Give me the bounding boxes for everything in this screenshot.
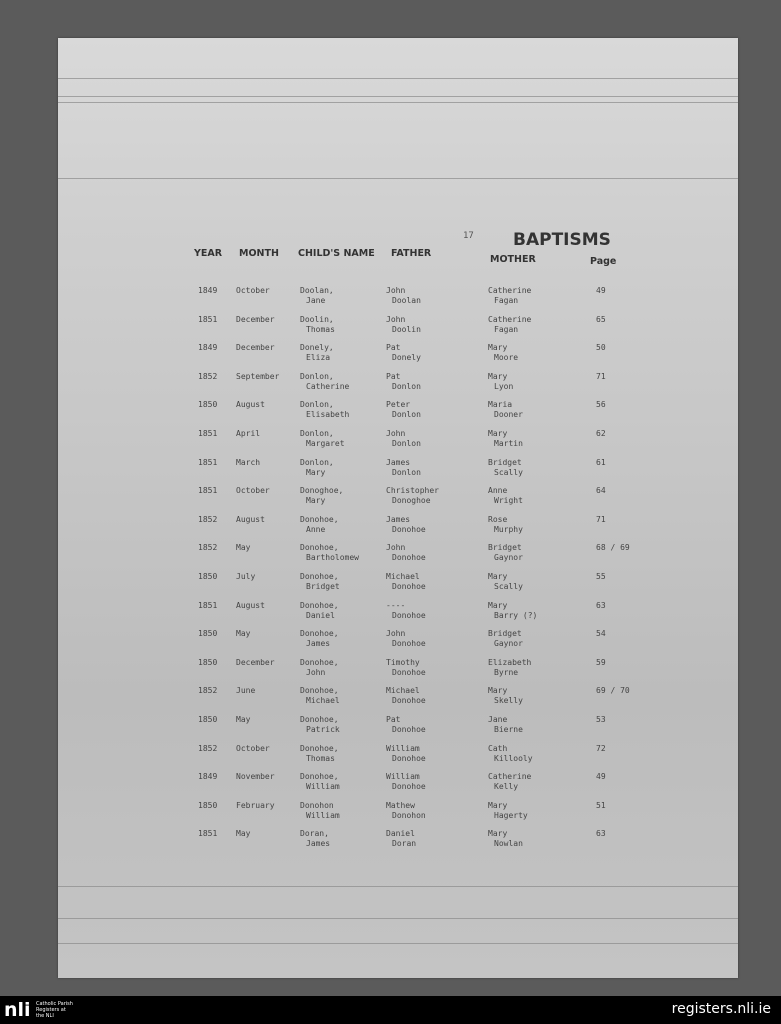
entry-month: December <box>236 343 275 353</box>
entry-row <box>58 658 738 687</box>
entry-row <box>58 286 738 315</box>
entry-father-line: Donely <box>392 353 421 363</box>
entry-mother <box>488 572 523 592</box>
register-page <box>58 38 738 978</box>
entry-mother-line: Anne <box>488 486 508 496</box>
entry-child-name-line: Donlon, <box>300 428 334 438</box>
entry-row <box>58 486 738 515</box>
header-mother: MOTHER <box>490 254 536 265</box>
entry-child-name-line: Mary <box>306 496 326 506</box>
entry-page: 49 <box>596 286 606 295</box>
entry-father-line: Donohoe <box>392 696 426 706</box>
entry-year: 1851 <box>198 457 218 467</box>
entry-child-name-line: Doolin, <box>300 314 334 324</box>
entry-mother-line: Mary <box>488 343 508 353</box>
entry-year: 1850 <box>198 571 218 581</box>
divider <box>58 886 738 887</box>
entry-child-name-line: Donoghoe, <box>300 486 344 496</box>
entry-mother-line: Mary <box>488 800 508 810</box>
entry-month: April <box>236 428 261 438</box>
entry-child-name-line: Donohoe, <box>300 686 339 696</box>
entry-mother-line: Elizabeth <box>488 657 532 667</box>
entry-year: 1852 <box>198 743 218 753</box>
entry-father <box>386 715 426 735</box>
entry-child-name <box>300 715 340 735</box>
entry-row <box>58 686 738 715</box>
entry-child-name <box>300 429 345 449</box>
baptism-entries <box>58 286 738 858</box>
entry-mother-line: Bridget <box>488 629 522 639</box>
entry-mother-line: Rose <box>488 514 508 524</box>
entry-child-name-line: Donohoe, <box>300 629 339 639</box>
entry-month: December <box>236 657 275 667</box>
nli-logo: nli <box>4 999 31 1021</box>
entry-child-name-line: Doolan, <box>300 286 334 295</box>
entry-page: 56 <box>596 400 606 410</box>
entry-father-line: William <box>386 772 420 782</box>
entry-child-name-line: William <box>306 782 340 792</box>
entry-row <box>58 715 738 744</box>
entry-page: 72 <box>596 743 606 753</box>
entry-month: September <box>236 371 280 381</box>
entry-mother <box>488 486 523 506</box>
entry-father-line: Donohoe <box>392 524 426 534</box>
entry-row <box>58 400 738 429</box>
entry-mother-line: Bridget <box>488 543 522 553</box>
entry-year: 1851 <box>198 600 218 610</box>
entry-father-line: John <box>386 428 406 438</box>
entry-child-name-line: Bartholomew <box>306 553 359 563</box>
entry-child-name-line: Doran, <box>300 829 329 839</box>
entry-child-name <box>300 658 339 678</box>
entry-row <box>58 601 738 630</box>
entry-father <box>386 601 426 621</box>
entry-page: 51 <box>596 800 606 810</box>
entry-month: October <box>236 286 270 295</box>
entry-father-line: Donohoe <box>392 753 426 763</box>
entry-mother-line: Murphy <box>494 524 523 534</box>
entry-mother <box>488 801 528 821</box>
entry-row <box>58 772 738 801</box>
entry-mother-line: Mary <box>488 686 508 696</box>
entry-child-name-line: William <box>306 810 340 820</box>
header-child: CHILD'S NAME <box>298 248 375 259</box>
entry-mother-line: Martin <box>494 438 523 448</box>
entry-row <box>58 429 738 458</box>
entry-page: 71 <box>596 514 606 524</box>
entry-father <box>386 772 426 792</box>
entry-year: 1852 <box>198 514 218 524</box>
entry-child-name-line: Donlon, <box>300 457 334 467</box>
entry-father <box>386 286 421 306</box>
logo-caption-line: the NLI <box>36 1013 54 1019</box>
entry-mother <box>488 772 531 792</box>
entry-father <box>386 801 426 821</box>
entry-year: 1851 <box>198 829 218 839</box>
entry-mother-line: Maria <box>488 400 513 410</box>
entry-child-name-line: Donohoe, <box>300 571 339 581</box>
entry-father-line: Donohoe <box>392 581 426 591</box>
entry-row <box>58 343 738 372</box>
entry-year: 1849 <box>198 772 218 782</box>
entry-mother <box>488 515 523 535</box>
entry-month: August <box>236 400 265 410</box>
entry-father-line: Doolin <box>392 324 421 334</box>
entry-mother-line: Cath <box>488 743 508 753</box>
entry-page: 68 / 69 <box>596 543 630 553</box>
entry-child-name-line: Daniel <box>306 610 335 620</box>
entry-child-name <box>300 801 340 821</box>
entry-mother <box>488 601 537 621</box>
entry-child-name-line: Donohon <box>300 800 334 810</box>
entry-father-line: Donohoe <box>392 553 426 563</box>
entry-child-name <box>300 515 339 535</box>
entry-father-line: Daniel <box>386 829 415 839</box>
entry-father-line: Donohoe <box>392 667 426 677</box>
entry-mother <box>488 686 523 706</box>
entry-page: 71 <box>596 371 606 381</box>
entry-page: 63 <box>596 829 606 839</box>
entry-mother <box>488 286 531 306</box>
entry-mother <box>488 543 523 563</box>
entry-month: May <box>236 629 251 639</box>
entry-father-line: Pat <box>386 371 401 381</box>
entry-mother-line: Killooly <box>494 753 533 763</box>
entry-child-name-line: Eliza <box>306 353 331 363</box>
entry-row <box>58 543 738 572</box>
entry-child-name <box>300 543 359 563</box>
entry-father <box>386 343 421 363</box>
entry-mother <box>488 744 533 764</box>
entry-father-line: John <box>386 543 406 553</box>
entry-child-name-line: John <box>306 667 326 677</box>
divider <box>58 918 738 919</box>
header-father: FATHER <box>391 248 432 259</box>
entry-child-name-line: Elisabeth <box>306 410 350 420</box>
entry-child-name-line: Bridget <box>306 581 340 591</box>
entry-child-name <box>300 829 330 849</box>
entry-year: 1850 <box>198 400 218 410</box>
entry-father-line: Pat <box>386 343 401 353</box>
entry-row <box>58 372 738 401</box>
entry-month: August <box>236 514 265 524</box>
entry-father <box>386 315 421 335</box>
entry-father <box>386 658 426 678</box>
entry-father-line: ---- <box>386 600 406 610</box>
entry-father-line: Donohoe <box>392 610 426 620</box>
header-page: Page <box>590 256 617 267</box>
entry-page: 65 <box>596 314 606 324</box>
entry-year: 1850 <box>198 629 218 639</box>
entry-child-name-line: Donohoe, <box>300 743 339 753</box>
entry-child-name-line: Donlon, <box>300 400 334 410</box>
entry-father <box>386 829 416 849</box>
entry-mother-line: Catherine <box>488 286 532 295</box>
entry-child-name-line: Donohoe, <box>300 657 339 667</box>
entry-father-line: Donlon <box>392 410 421 420</box>
entry-year: 1851 <box>198 314 218 324</box>
entry-mother-line: Dooner <box>494 410 523 420</box>
entry-child-name-line: James <box>306 639 331 649</box>
entry-month: June <box>236 686 256 696</box>
entry-father <box>386 543 426 563</box>
entry-row <box>58 801 738 830</box>
entry-mother <box>488 458 523 478</box>
entry-row <box>58 744 738 773</box>
entry-year: 1852 <box>198 686 218 696</box>
logo-caption-line: Registers at <box>36 1007 66 1013</box>
entry-father <box>386 629 426 649</box>
entry-child-name <box>300 286 334 306</box>
entry-father <box>386 400 421 420</box>
section-title: BAPTISMS <box>513 230 611 250</box>
entry-row <box>58 629 738 658</box>
entry-father-line: James <box>386 457 411 467</box>
entry-row <box>58 458 738 487</box>
entry-month: August <box>236 600 265 610</box>
entry-father-line: Pat <box>386 714 401 724</box>
entry-month: October <box>236 486 270 496</box>
entry-mother-line: Bierne <box>494 724 523 734</box>
entry-mother-line: Mary <box>488 428 508 438</box>
entry-mother-line: Scally <box>494 581 523 591</box>
entry-month: May <box>236 543 251 553</box>
entry-father-line: Donlon <box>392 381 421 391</box>
entry-child-name <box>300 400 349 420</box>
entry-child-name <box>300 458 334 478</box>
entry-page: 63 <box>596 600 606 610</box>
entry-father <box>386 744 426 764</box>
entry-year: 1852 <box>198 543 218 553</box>
entry-father-line: Mathew <box>386 800 415 810</box>
entry-month: July <box>236 571 256 581</box>
entry-month: February <box>236 800 275 810</box>
entry-mother-line: Lyon <box>494 381 514 391</box>
entry-year: 1852 <box>198 371 218 381</box>
entry-child-name-line: Margaret <box>306 438 345 448</box>
entry-page: 69 / 70 <box>596 686 630 696</box>
entry-father <box>386 686 426 706</box>
entry-page: 49 <box>596 772 606 782</box>
entry-mother <box>488 315 531 335</box>
entry-father <box>386 458 421 478</box>
entry-father-line: John <box>386 629 406 639</box>
entry-child-name <box>300 629 339 649</box>
entry-father <box>386 515 426 535</box>
entry-month: March <box>236 457 261 467</box>
entry-child-name-line: Donohoe, <box>300 543 339 553</box>
entry-month: October <box>236 743 270 753</box>
entry-father-line: Peter <box>386 400 411 410</box>
entry-mother <box>488 629 523 649</box>
entry-father-line: Christopher <box>386 486 439 496</box>
entry-child-name-line: Jane <box>306 296 326 305</box>
entry-child-name-line: Donlon, <box>300 371 334 381</box>
entry-child-name <box>300 343 334 363</box>
entry-mother-line: Mary <box>488 829 508 839</box>
header-year: YEAR <box>194 248 223 259</box>
entry-page: 55 <box>596 571 606 581</box>
entry-month: May <box>236 714 251 724</box>
entry-father-line: James <box>386 514 411 524</box>
entry-father <box>386 486 439 506</box>
entry-child-name-line: Catherine <box>306 381 350 391</box>
entry-mother-line: Mary <box>488 371 508 381</box>
entry-father-line: Michael <box>386 571 420 581</box>
entry-mother-line: Catherine <box>488 314 532 324</box>
entry-child-name-line: Donely, <box>300 343 334 353</box>
entry-mother <box>488 400 523 420</box>
entry-father-line: Donlon <box>392 467 421 477</box>
entry-page: 61 <box>596 457 606 467</box>
entry-mother-line: Gaynor <box>494 639 523 649</box>
entry-year: 1851 <box>198 486 218 496</box>
entry-month: December <box>236 314 275 324</box>
divider <box>58 78 738 79</box>
entry-child-name <box>300 772 340 792</box>
entry-child-name-line: Donohoe, <box>300 514 339 524</box>
entry-mother <box>488 658 531 678</box>
entry-child-name <box>300 315 335 335</box>
entry-child-name-line: Donohoe, <box>300 772 339 782</box>
entry-row <box>58 829 738 858</box>
entry-child-name <box>300 372 349 392</box>
logo-caption <box>36 1001 96 1019</box>
entry-mother-line: Moore <box>494 353 519 363</box>
entry-child-name-line: Donohoe, <box>300 714 339 724</box>
divider <box>58 943 738 944</box>
entry-mother-line: Mary <box>488 571 508 581</box>
entry-mother <box>488 429 523 449</box>
entry-child-name <box>300 486 343 506</box>
entry-child-name <box>300 572 340 592</box>
entry-father-line: Donohon <box>392 810 426 820</box>
entry-mother <box>488 372 513 392</box>
entry-father-line: Timothy <box>386 657 420 667</box>
logo-caption-line: Catholic Parish <box>36 1001 73 1007</box>
entry-father <box>386 372 421 392</box>
entry-mother-line: Skelly <box>494 696 523 706</box>
entry-father-line: Donoghoe <box>392 496 431 506</box>
entry-row <box>58 315 738 344</box>
entry-father <box>386 429 421 449</box>
entry-father-line: John <box>386 314 406 324</box>
entry-mother <box>488 829 523 849</box>
entry-father-line: John <box>386 286 406 295</box>
entry-child-name <box>300 686 340 706</box>
entry-page: 54 <box>596 629 606 639</box>
entry-child-name-line: Anne <box>306 524 326 534</box>
entry-mother-line: Barry (?) <box>494 610 538 620</box>
divider <box>58 102 738 103</box>
page-number: 17 <box>463 231 474 241</box>
entry-child-name-line: Donohoe, <box>300 600 339 610</box>
entry-month: May <box>236 829 251 839</box>
entry-mother-line: Hagerty <box>494 810 528 820</box>
entry-mother-line: Byrne <box>494 667 519 677</box>
entry-child-name-line: Patrick <box>306 724 340 734</box>
entry-mother-line: Bridget <box>488 457 522 467</box>
entry-page: 53 <box>596 714 606 724</box>
entry-mother-line: Mary <box>488 600 508 610</box>
entry-mother-line: Fagan <box>494 324 519 334</box>
divider <box>58 178 738 179</box>
entry-child-name-line: Thomas <box>306 324 335 334</box>
entry-mother-line: Gaynor <box>494 553 523 563</box>
entry-father-line: Michael <box>386 686 420 696</box>
entry-year: 1849 <box>198 343 218 353</box>
entry-father-line: Donohoe <box>392 724 426 734</box>
entry-mother-line: Wright <box>494 496 523 506</box>
entry-mother-line: Scally <box>494 467 523 477</box>
entry-father-line: Donohoe <box>392 782 426 792</box>
entry-father-line: Doran <box>392 839 417 849</box>
entry-child-name <box>300 744 339 764</box>
entry-father-line: William <box>386 743 420 753</box>
entry-child-name-line: Mary <box>306 467 326 477</box>
website-link[interactable]: registers.nli.ie <box>671 1001 771 1017</box>
entry-page: 50 <box>596 343 606 353</box>
entry-page: 62 <box>596 428 606 438</box>
entry-child-name-line: James <box>306 839 331 849</box>
entry-child-name-line: Thomas <box>306 753 335 763</box>
entry-row <box>58 515 738 544</box>
entry-mother-line: Jane <box>488 714 508 724</box>
entry-mother <box>488 715 523 735</box>
entry-year: 1850 <box>198 714 218 724</box>
entry-mother-line: Catherine <box>488 772 532 782</box>
entry-year: 1851 <box>198 428 218 438</box>
entry-month: November <box>236 772 275 782</box>
entry-page: 64 <box>596 486 606 496</box>
entry-year: 1850 <box>198 800 218 810</box>
entry-row <box>58 572 738 601</box>
entry-father <box>386 572 426 592</box>
entry-year: 1849 <box>198 286 218 295</box>
entry-child-name <box>300 601 339 621</box>
entry-father-line: Donlon <box>392 438 421 448</box>
divider <box>58 96 738 97</box>
entry-father-line: Donohoe <box>392 639 426 649</box>
header-month: MONTH <box>239 248 279 259</box>
entry-mother-line: Nowlan <box>494 839 523 849</box>
entry-mother <box>488 343 518 363</box>
entry-mother-line: Kelly <box>494 782 519 792</box>
entry-mother-line: Fagan <box>494 296 519 305</box>
entry-year: 1850 <box>198 657 218 667</box>
footer-bar <box>0 996 781 1024</box>
entry-father-line: Doolan <box>392 296 421 305</box>
entry-child-name-line: Michael <box>306 696 340 706</box>
entry-page: 59 <box>596 657 606 667</box>
